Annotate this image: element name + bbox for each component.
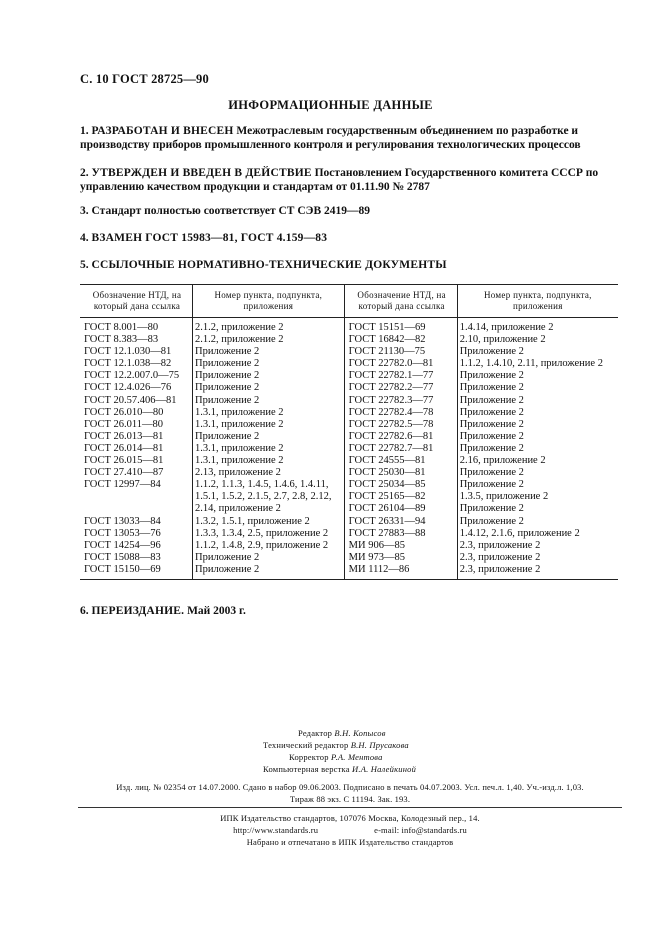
table-cell-clause: Приложение 2 (195, 430, 260, 442)
table-cell-designation: ГОСТ 26104—89 (348, 503, 426, 515)
info-item-2 (80, 166, 618, 194)
table-cell-designation: МИ 906—85 (348, 539, 405, 551)
credit-name: Р.А. Ментова (331, 752, 383, 762)
table-cell-designation: ГОСТ 21130—75 (348, 346, 426, 358)
publisher-print-note: Набрано и отпечатано в ИПК Издательство стандартов (246, 837, 454, 847)
left-clause-column (193, 318, 345, 580)
item-lead: ВЗАМЕН ГОСТ 15983—81, ГОСТ 4.159—83 (91, 232, 328, 244)
table-cell-designation: ГОСТ 22782.0—81 (348, 358, 434, 370)
table-cell-clause: 1.3.3, 1.3.4, 2.5, приложение 2 (195, 527, 329, 539)
table-cell-designation: ГОСТ 12.1.038—82 (84, 358, 172, 370)
table-cell-designation (84, 503, 190, 515)
table-cell-designation: ГОСТ 26.014—81 (84, 442, 164, 454)
credit-name: И.А. Налейкиной (352, 764, 417, 774)
table-cell-designation: ГОСТ 15150—69 (84, 563, 161, 575)
info-item-6 (80, 604, 618, 618)
table-cell-clause: Приложение 2 (459, 394, 524, 406)
table-cell-designation: ГОСТ 22782.7—81 (348, 442, 434, 454)
table-cell-designation: ГОСТ 25030—81 (348, 467, 426, 479)
table-cell-designation: ГОСТ 13033—84 (84, 515, 161, 527)
publisher-contacts (80, 824, 620, 836)
table-cell-clause: Приложение 2 (195, 382, 260, 394)
table-cell-clause: Приложение 2 (459, 406, 524, 418)
publisher-address: ИПК Издательство стандартов, 107076 Москва, Колодезный пер., 14. (220, 813, 480, 823)
credit-proofreader (0, 751, 661, 763)
table-cell-clause: 1.3.1, приложение 2 (195, 418, 284, 430)
table-cell-clause: Приложение 2 (195, 551, 260, 563)
header-designation-left: Обозначение НТД, на который дана ссылка (80, 285, 193, 318)
table-cell-clause: 1.4.14, приложение 2 (459, 322, 554, 333)
header-designation-right: Обозначение НТД, на который дана ссылка (344, 285, 457, 318)
email-link[interactable]: e-mail: info@standards.ru (374, 825, 467, 835)
table-cell-designation: ГОСТ 12.1.030—81 (84, 346, 172, 358)
table-cell-designation: ГОСТ 24555—81 (348, 455, 426, 467)
table-cell-designation: ГОСТ 13053—76 (84, 527, 161, 539)
info-item-1 (80, 124, 618, 152)
table-cell-clause: 1.3.1, приложение 2 (195, 442, 284, 454)
table-cell-clause: 1.3.2, 1.5.1, приложение 2 (195, 515, 310, 527)
header-clause-left: Номер пункта, подпункта, приложения (193, 285, 345, 318)
table-cell-designation: ГОСТ 22782.6—81 (348, 430, 434, 442)
credit-role: Технический редактор (263, 740, 349, 750)
right-designation-column (344, 318, 457, 580)
item-text: Постановлением Государственного комитета СССР по управлению качеством продукции и стандартам от 01.11.90 № 2787 (80, 167, 599, 193)
info-item-3 (80, 204, 618, 218)
table-cell-designation: ГОСТ 26.013—81 (84, 430, 164, 442)
table-cell-designation: ГОСТ 26331—94 (348, 515, 426, 527)
table-cell-designation: ГОСТ 27.410—87 (84, 467, 164, 479)
item-number: 4. (80, 232, 89, 244)
item-text: Май 2003 г. (187, 605, 246, 617)
table-cell-designation: ГОСТ 27883—88 (348, 527, 426, 539)
item-text: Стандарт полностью соответствует СТ СЭВ 2419—89 (91, 205, 371, 217)
table-cell-clause: Приложение 2 (459, 467, 524, 479)
table-cell-clause: Приложение 2 (459, 479, 524, 491)
table-cell-clause: Приложение 2 (195, 346, 260, 358)
table-cell-designation: ГОСТ 26.015—81 (84, 455, 164, 467)
item-text: Межотраслевым государственным объединением по разработке и производству приборов промышленного контроля и регулирования технологических процессов (80, 125, 581, 151)
table-body-row (80, 318, 618, 580)
table-cell-clause: Приложение 2 (195, 394, 260, 406)
table-cell-clause: 2.13, приложение 2 (195, 467, 281, 479)
item-lead: УТВЕРЖДЕН И ВВЕДЕН В ДЕЙСТВИЕ (91, 167, 312, 179)
table-cell-designation: ГОСТ 22782.2—77 (348, 382, 434, 394)
item-number: 3. (80, 205, 89, 217)
table-cell-clause: Приложение 2 (195, 370, 260, 382)
table-cell-clause: 2.3, приложение 2 (459, 551, 541, 563)
table-cell-clause: 2.1.2, приложение 2 (195, 334, 284, 346)
credit-role: Компьютерная верстка (263, 764, 350, 774)
item-number: 5. (80, 259, 89, 271)
credit-role: Корректор (289, 752, 329, 762)
table-cell-clause: Приложение 2 (459, 430, 524, 442)
page-header: С. 10 ГОСТ 28725—90 (80, 72, 209, 86)
imprint-line: Тираж 88 экз. С 11194. Зак. 193. (289, 794, 411, 804)
item-lead: РАЗРАБОТАН И ВНЕСЕН (91, 125, 234, 137)
divider (78, 807, 622, 808)
table-cell-clause: 1.1.2, 1.4.8, 2.9, приложение 2 (195, 539, 329, 551)
info-item-4 (80, 231, 618, 245)
table-cell-clause: 2.16, приложение 2 (459, 455, 546, 467)
table-cell-clause: 2.10, приложение 2 (459, 334, 546, 346)
table-cell-designation: ГОСТ 22782.1—77 (348, 370, 434, 382)
table-cell-designation: ГОСТ 12.2.007.0—75 (84, 370, 180, 382)
table-header-row (80, 285, 618, 318)
table-cell-clause: 1.5.1, 1.5.2, 2.1.5, 2.7, 2.8, 2.12, (195, 491, 332, 503)
table-cell-designation: ГОСТ 26.010—80 (84, 406, 164, 418)
credit-role: Редактор (298, 728, 333, 738)
credit-name: В.Н. Копысов (334, 728, 386, 738)
table-cell-designation: ГОСТ 22782.3—77 (348, 394, 434, 406)
table-cell-designation: ГОСТ 26.011—80 (84, 418, 164, 430)
table-cell-clause: 2.3, приложение 2 (459, 563, 541, 575)
table-cell-designation (84, 491, 190, 503)
credit-editor (0, 727, 661, 739)
table-cell-clause: 2.3, приложение 2 (459, 539, 541, 551)
document-title: ИНФОРМАЦИОННЫЕ ДАННЫЕ (228, 98, 433, 112)
table-cell-clause: Приложение 2 (459, 346, 524, 358)
imprint-block (80, 781, 620, 805)
item-number: 6. (80, 605, 89, 617)
item-number: 1. (80, 125, 89, 137)
item-lead: ПЕРЕИЗДАНИЕ. (91, 605, 185, 617)
table-cell-clause: 1.1.2, 1.1.3, 1.4.5, 1.4.6, 1.4.11, (195, 479, 329, 491)
table-cell-clause: 1.3.1, приложение 2 (195, 406, 284, 418)
table-cell-clause: Приложение 2 (459, 503, 524, 515)
publisher-block (80, 812, 620, 848)
table-cell-designation: ГОСТ 8.383—83 (84, 334, 159, 346)
table-cell-designation: ГОСТ 15151—69 (348, 322, 426, 333)
references-table (80, 284, 618, 580)
imprint-line: Изд. лиц. № 02354 от 14.07.2000. Сдано в набор 09.06.2003. Подписано в печать 04.07.2003. Усл. печ.л. 1,40. Уч.-изд.л. 1,03. (116, 782, 584, 792)
table-cell-designation: ГОСТ 16842—82 (348, 334, 426, 346)
table-cell-clause: 1.4.12, 2.1.6, приложение 2 (459, 527, 580, 539)
table-cell-designation: ГОСТ 8.001—80 (84, 322, 159, 333)
right-clause-column (457, 318, 618, 580)
table-cell-designation: ГОСТ 12.4.026—76 (84, 382, 172, 394)
table-cell-designation: МИ 1112—86 (348, 563, 410, 575)
table-cell-designation: ГОСТ 12997—84 (84, 479, 161, 491)
item-lead: ССЫЛОЧНЫЕ НОРМАТИВНО-ТЕХНИЧЕСКИЕ ДОКУМЕНТЫ (91, 259, 447, 271)
credit-layout (0, 763, 661, 775)
table-cell-clause: 1.3.5, приложение 2 (459, 491, 549, 503)
header-clause-right: Номер пункта, подпункта, приложения (457, 285, 618, 318)
credits-block (0, 727, 661, 775)
table-cell-designation: ГОСТ 14254—96 (84, 539, 161, 551)
table-cell-clause: 2.14, приложение 2 (195, 503, 281, 515)
table-cell-designation: ГОСТ 20.57.406—81 (84, 394, 177, 406)
table-cell-clause: 1.1.2, 1.4.10, 2.11, приложение 2 (459, 358, 603, 370)
table-cell-designation: ГОСТ 22782.4—78 (348, 406, 434, 418)
credit-technical-editor (0, 739, 661, 751)
table-cell-clause: 2.1.2, приложение 2 (195, 322, 284, 333)
table-cell-clause: Приложение 2 (459, 515, 524, 527)
table-cell-designation: ГОСТ 25165—82 (348, 491, 426, 503)
table-cell-designation: ГОСТ 15088—83 (84, 551, 161, 563)
table-cell-clause: Приложение 2 (195, 563, 260, 575)
info-item-5 (80, 258, 618, 272)
table-cell-designation: МИ 973—85 (348, 551, 405, 563)
table-cell-designation: ГОСТ 22782.5—78 (348, 418, 434, 430)
credit-name: В.Н. Прусакова (350, 740, 409, 750)
table-cell-clause: Приложение 2 (459, 370, 524, 382)
table-cell-clause: Приложение 2 (459, 442, 524, 454)
table-cell-clause: Приложение 2 (195, 358, 260, 370)
table-cell-clause: Приложение 2 (459, 418, 524, 430)
left-designation-column (80, 318, 193, 580)
table-cell-designation: ГОСТ 25034—85 (348, 479, 426, 491)
table-cell-clause: 1.3.1, приложение 2 (195, 455, 284, 467)
item-number: 2. (80, 167, 89, 179)
website-link[interactable]: http://www.standards.ru (233, 825, 319, 835)
table-cell-clause: Приложение 2 (459, 382, 524, 394)
